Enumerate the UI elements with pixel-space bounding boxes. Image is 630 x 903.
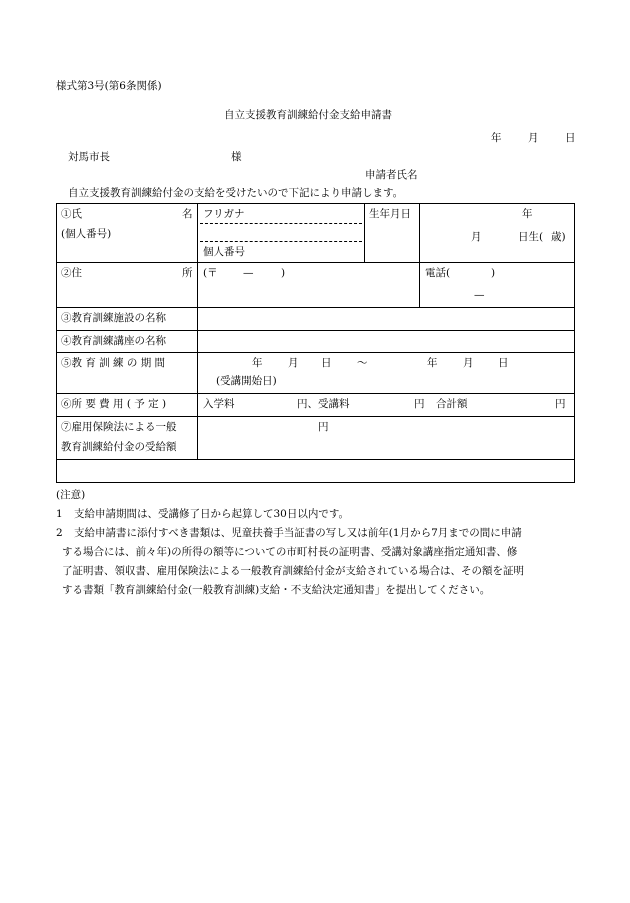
note-1-text: 支給申請期間は、受講修了日から起算して30日以内です。 bbox=[74, 508, 350, 520]
facility-label: ③教育訓練施設の名称 bbox=[61, 312, 166, 324]
phone-dash: — bbox=[474, 289, 485, 301]
cost-yen-3: 円 bbox=[555, 398, 566, 410]
course-label: ④教育訓練講座の名称 bbox=[61, 335, 166, 347]
period-day-1: 日 bbox=[321, 357, 332, 369]
name-label: ①氏 bbox=[61, 208, 82, 220]
period-year-2: 年 bbox=[427, 357, 438, 369]
address-label-suffix: 所 bbox=[182, 267, 193, 279]
postal-close: ) bbox=[281, 267, 286, 279]
dob-label: 生年月日 bbox=[369, 208, 411, 220]
period-day-2: 日 bbox=[498, 357, 509, 369]
cost-label: ⑥所 要 費 用 ( 予 定 ) bbox=[61, 398, 167, 410]
cost-admission-label: 入学料 bbox=[203, 398, 235, 410]
period-label: ⑤教 育 訓 練 の 期 間 bbox=[61, 357, 166, 369]
insurance-label-line1: ⑦雇用保険法による一般 bbox=[61, 421, 177, 433]
period-month-2: 月 bbox=[463, 357, 474, 369]
period-month-1: 月 bbox=[288, 357, 299, 369]
dob-day: 日生( bbox=[518, 231, 544, 243]
period-start-note: (受講開始日) bbox=[216, 375, 277, 387]
note-2-line-2: する場合には、前々年)の所得の額等についての市町村長の証明書、受講対象講座指定通知書、修 bbox=[62, 546, 518, 558]
insurance-yen: 円 bbox=[318, 421, 329, 433]
intro-text: 自立支援教育訓練給付金の支給を受けたいので下記により申請します。 bbox=[68, 187, 404, 199]
note-2-line-4: する書類「教育訓練給付金(一般教育訓練)支給・不支給決定通知書」を提出してください。 bbox=[62, 584, 491, 596]
furigana-label[interactable]: フリガナ bbox=[203, 208, 245, 220]
page-title: 自立支援教育訓練給付金支給申請書 bbox=[224, 109, 392, 121]
applicant-name-label: 申請者氏名 bbox=[365, 169, 418, 181]
dob-year: 年 bbox=[522, 208, 533, 220]
honorific: 様 bbox=[231, 151, 242, 163]
insurance-label-line2: 教育訓練給付金の受給額 bbox=[61, 441, 177, 453]
date-month-label: 月 bbox=[528, 132, 539, 144]
postal-open[interactable]: (〒 bbox=[203, 267, 218, 279]
period-tilde: ～ bbox=[357, 357, 368, 369]
my-number-label: (個人番号) bbox=[61, 228, 112, 240]
cost-yen-2: 円 bbox=[414, 398, 425, 410]
note-2-number: 2 bbox=[56, 527, 63, 539]
postal-dash: — bbox=[243, 267, 254, 279]
name-label-suffix: 名 bbox=[182, 208, 193, 220]
notes-heading: (注意) bbox=[56, 489, 86, 501]
address-label: ②住 bbox=[61, 267, 82, 279]
note-1-number: 1 bbox=[56, 508, 63, 520]
note-2-line-1: 支給申請書に添付すべき書類は、児童扶養手当証書の写し又は前年(1月から7月までの間に申請 bbox=[74, 527, 522, 539]
dob-age: 歳) bbox=[551, 231, 566, 243]
my-number-field-label[interactable]: 個人番号 bbox=[203, 246, 245, 258]
cost-yen-tuition-label: 円、受講料 bbox=[297, 398, 350, 410]
period-year-1: 年 bbox=[252, 357, 263, 369]
form-number: 様式第3号(第6条関係) bbox=[56, 80, 162, 92]
note-2-line-3: 了証明書、領収書、雇用保険法による一般教育訓練給付金が支給されている場合は、その額を証明 bbox=[62, 565, 524, 577]
phone-close: ) bbox=[491, 267, 496, 279]
cost-total-label: 合計額 bbox=[436, 398, 468, 410]
addressee: 対馬市長 bbox=[68, 151, 110, 163]
phone-label[interactable]: 電話( bbox=[425, 267, 451, 279]
date-year-label: 年 bbox=[491, 132, 502, 144]
date-day-label: 日 bbox=[565, 132, 576, 144]
dob-month: 月 bbox=[471, 231, 482, 243]
